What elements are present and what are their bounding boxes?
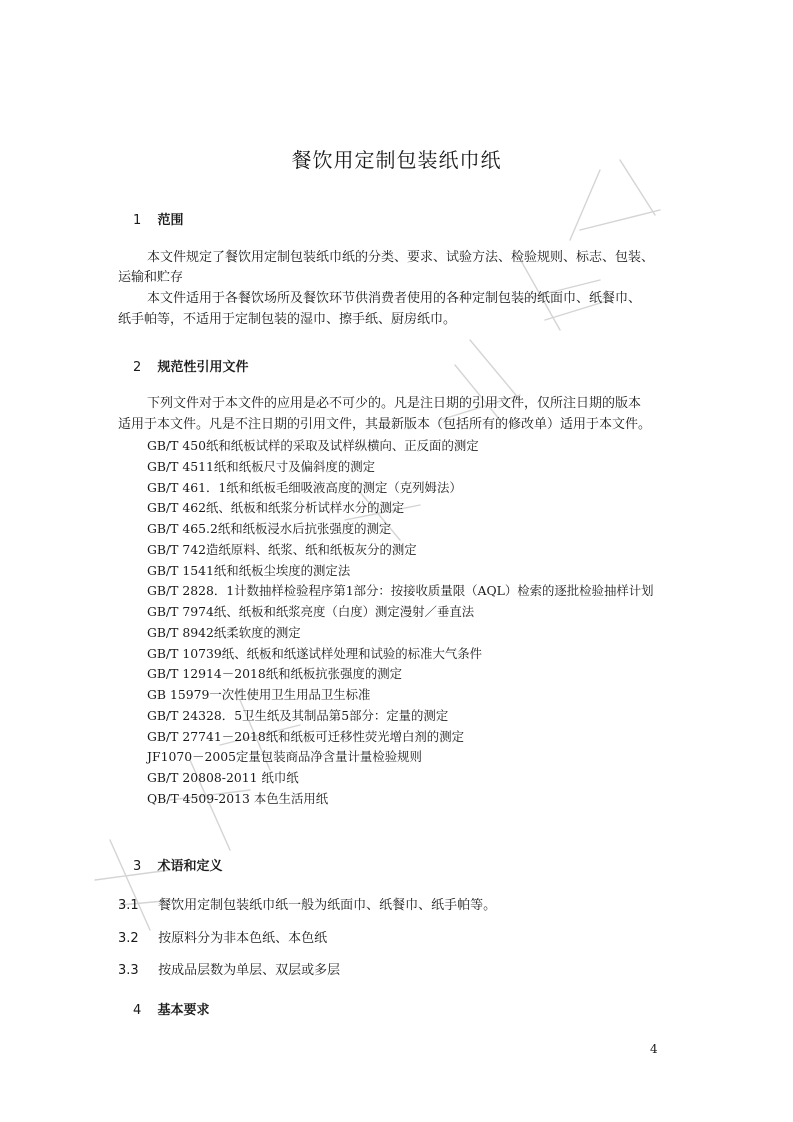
section-1-heading [133, 209, 184, 228]
reference-item: GB/T 7974纸、纸板和纸浆亮度（白度）测定漫射／垂直法 [147, 604, 475, 619]
section-title: 基本要求 [157, 1003, 210, 1018]
reference-item: GB/T 462纸、纸板和纸浆分析试样水分的测定 [147, 500, 405, 516]
paragraph-line: 本文件规定了餐饮用定制包装纸巾纸的分类、要求、试验方法、检验规则、标志、包装、 [147, 250, 655, 265]
definition-text: 餐饮用定制包装纸巾纸一般为纸面巾、纸餐巾、纸手帕等。 [158, 898, 497, 913]
section-number: 1 [133, 213, 142, 228]
normative-references-list [118, 436, 698, 810]
definition-item [118, 894, 496, 913]
section-title: 规范性引用文件 [157, 360, 249, 375]
reference-item: GB/T 4511纸和纸板尺寸及偏斜度的测定 [147, 458, 375, 474]
section-title: 范围 [157, 213, 184, 228]
paragraph-line: 纸手帕等，不适用于定制包装的湿巾、擦手纸、厨房纸巾。 [118, 312, 457, 327]
definition-number: 3.3 [118, 963, 139, 978]
definition-text: 按成品层数为单层、双层或多层 [158, 963, 341, 978]
paragraph-line: 本文件适用于各餐饮场所及餐饮环节供消费者使用的各种定制包装的纸面巾、纸餐巾、 [147, 291, 642, 306]
document-title: 餐饮用定制包装纸巾纸 [291, 148, 502, 172]
section-4-heading [133, 999, 210, 1018]
section-number: 2 [133, 360, 142, 375]
reference-item: GB/T 24328．5卫生纸及其制品第5部分：定量的测定 [147, 707, 449, 723]
definition-number: 3.2 [118, 931, 139, 946]
reference-item: GB 15979一次性使用卫生用品卫生标准 [147, 687, 371, 702]
section-number: 4 [133, 1003, 142, 1018]
definition-item [118, 959, 340, 978]
section-title: 术语和定义 [157, 859, 223, 874]
reference-item: GB/T 450纸和纸板试样的采取及试样纵横向、正反面的测定 [147, 438, 479, 453]
section-2-heading [133, 356, 249, 375]
paragraph-line: 适用于本文件。凡是不注日期的引用文件，其最新版本（包括所有的修改单）适用于本文件。 [118, 417, 652, 432]
reference-item: GB/T 8942纸柔软度的测定 [147, 624, 301, 640]
section-3-heading [133, 855, 223, 874]
definition-item [118, 927, 327, 946]
reference-item: GB/T 27741－2018纸和纸板可迁移性荧光增白剂的测定 [147, 728, 464, 744]
section-number: 3 [133, 859, 142, 874]
reference-item: GB/T 2828．1计数抽样检验程序第1部分：按接收质量限（AQL）检索的逐批检验抽样计划 [147, 583, 654, 599]
reference-item: GB/T 1541纸和纸板尘埃度的测定法 [147, 562, 351, 578]
paragraph-line: 运输和贮存 [118, 270, 184, 285]
definition-text: 按原料分为非本色纸、本色纸 [158, 931, 328, 946]
reference-item: GB/T 461．1纸和纸板毛细吸液高度的测定（克列姆法） [147, 479, 462, 495]
paragraph-line: 下列文件对于本文件的应用是必不可少的。凡是注日期的引用文件，仅所注日期的版本 [147, 396, 642, 411]
reference-item: GB/T 742造纸原料、纸浆、纸和纸板灰分的测定 [147, 541, 417, 557]
reference-item: QB/T 4509-2013 本色生活用纸 [147, 790, 329, 806]
reference-item: JF1070－2005定量包装商品净含量计量检验规则 [147, 749, 422, 765]
reference-item: GB/T 12914－2018纸和纸板抗张强度的测定 [147, 666, 403, 682]
definition-number: 3.1 [118, 898, 139, 913]
reference-item: GB/T 465.2纸和纸板浸水后抗张强度的测定 [147, 521, 392, 536]
page-number: 4 [650, 1042, 658, 1056]
reference-item: GB/T 20808-2011 纸巾纸 [147, 770, 299, 785]
reference-item: GB/T 10739纸、纸板和纸遂试样处理和试验的标准大气条件 [147, 645, 483, 661]
